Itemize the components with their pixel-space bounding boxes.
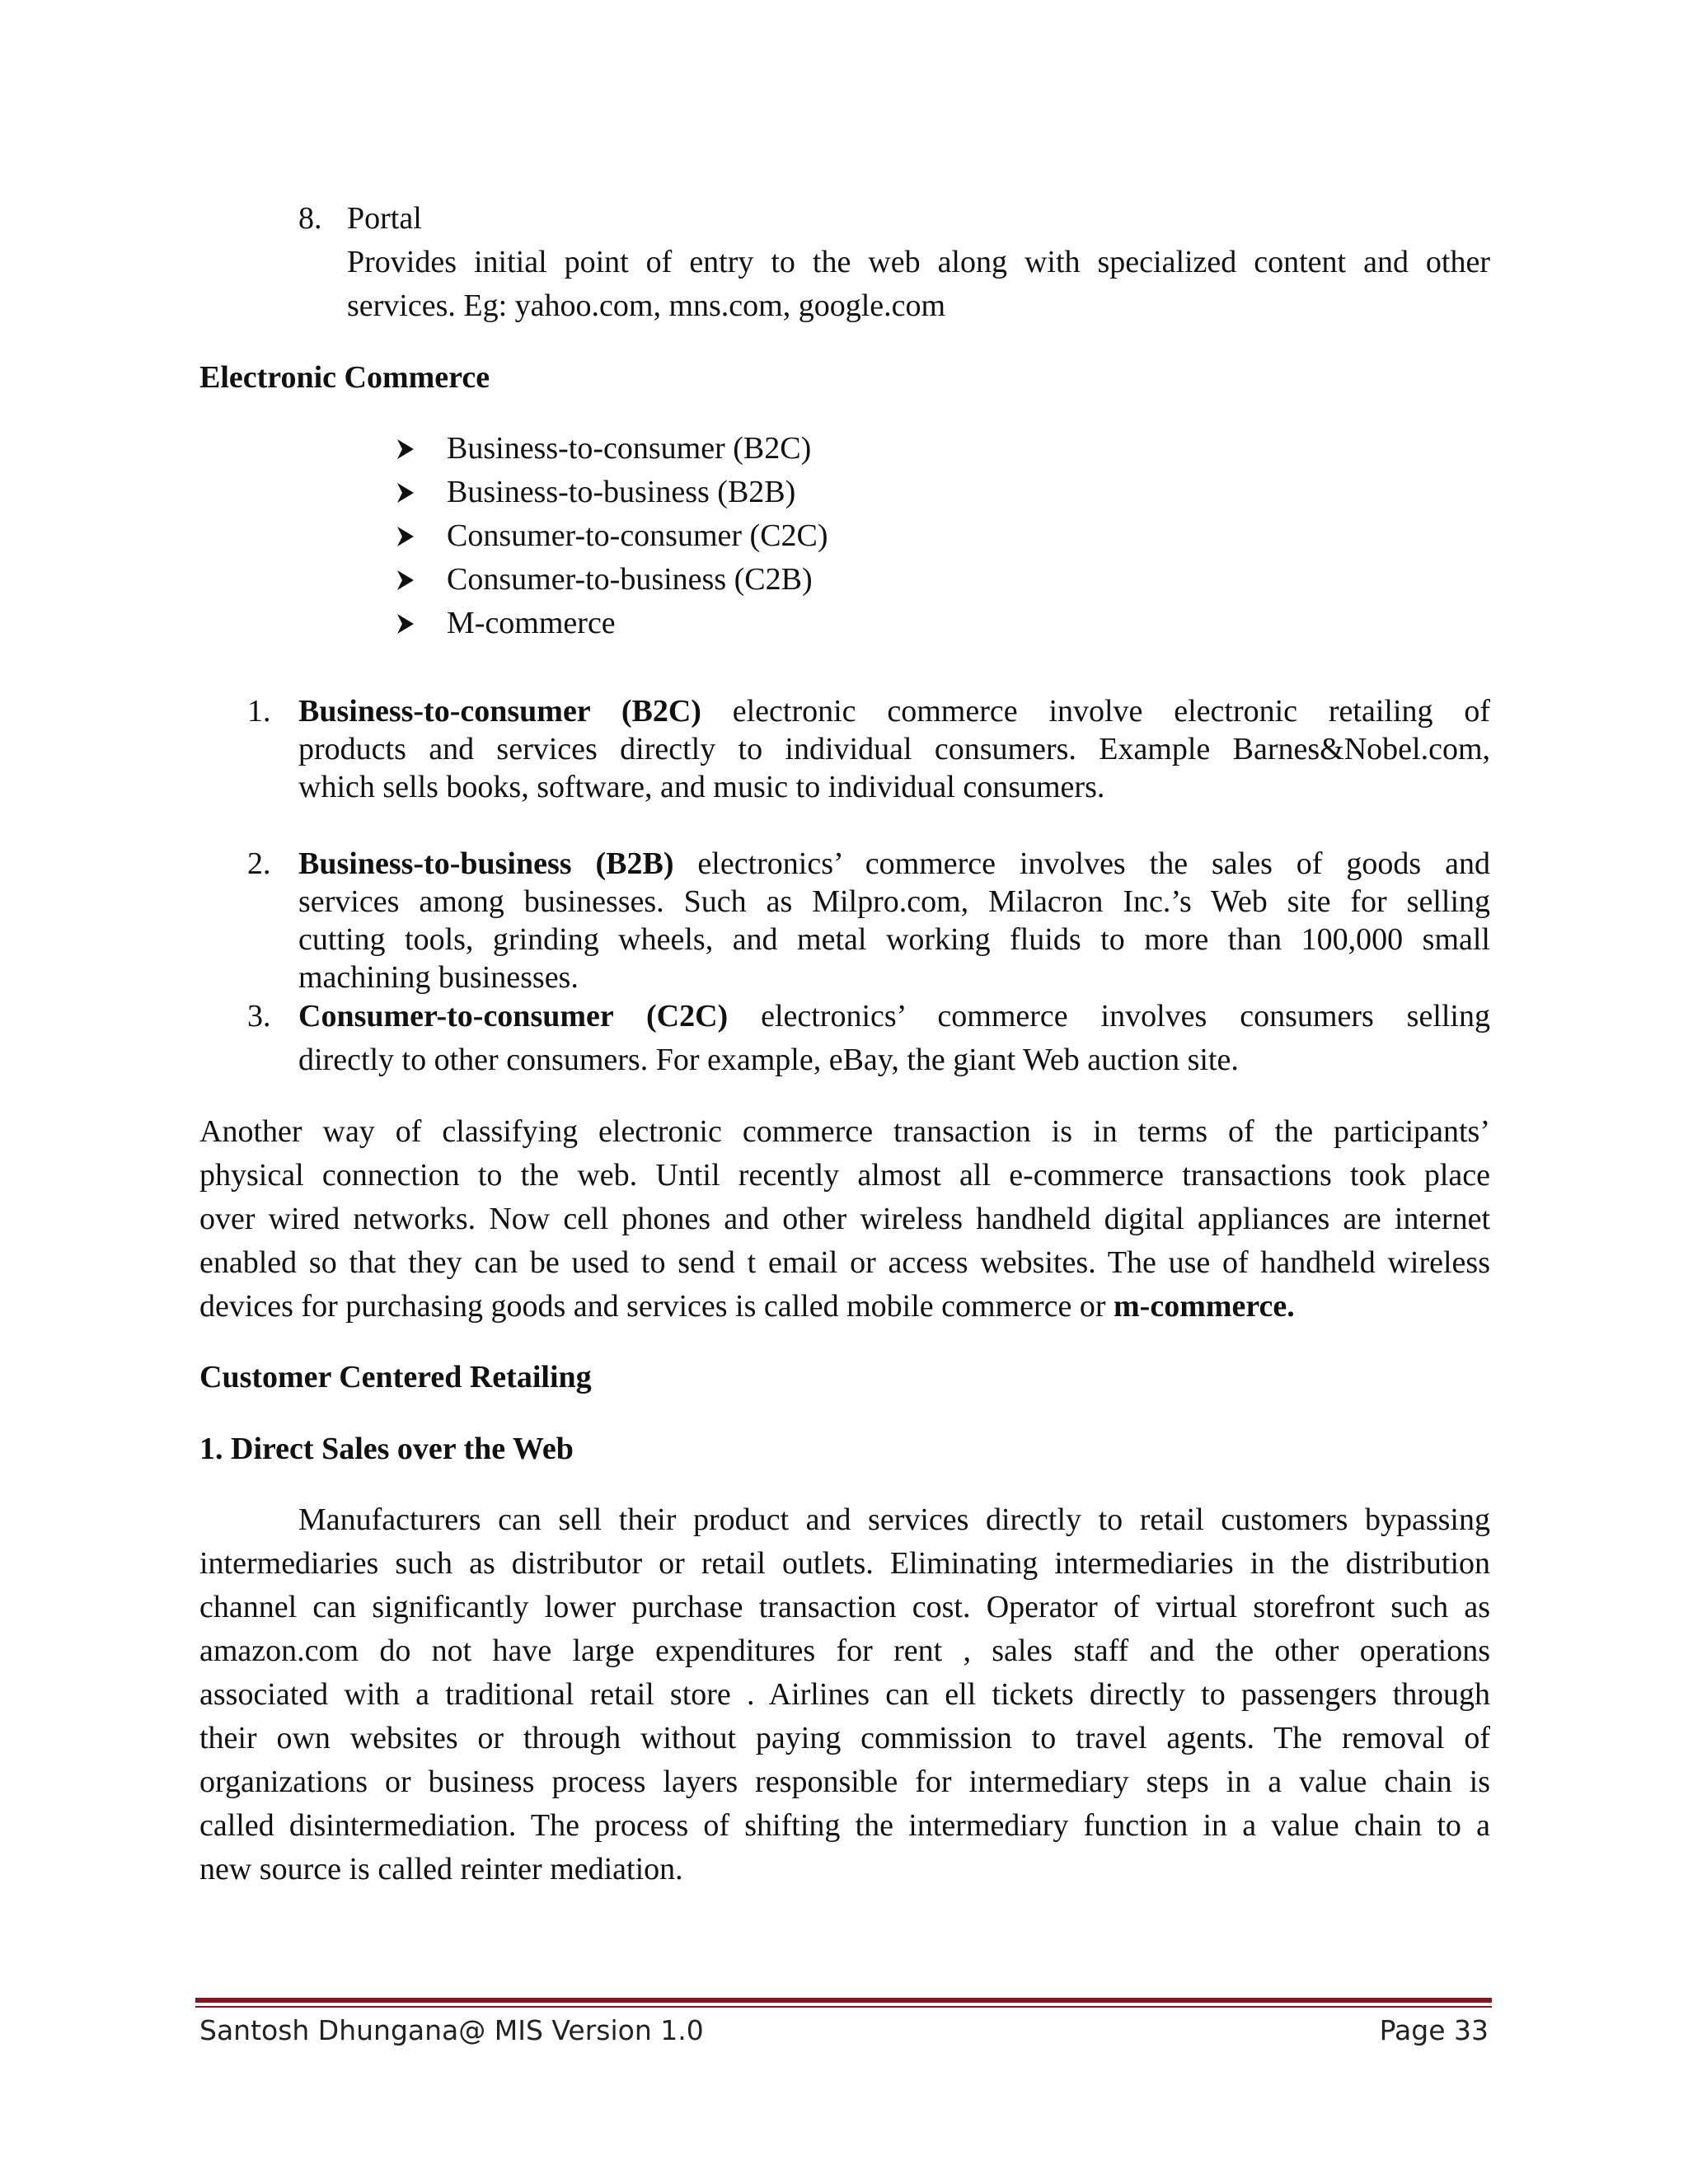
- list-item: [396, 602, 828, 645]
- arrow-bullet-icon: [396, 525, 447, 548]
- m-commerce-term: m-commerce.: [1114, 1289, 1295, 1324]
- para-line1: Another way of classifying electronic commerce transaction is in terms of the participants’: [199, 1114, 1490, 1149]
- retail-line5: associated with a traditional retail store . Airlines can ell tickets directly to passengers through: [199, 1677, 1490, 1712]
- arrow-bullet-icon: [396, 612, 447, 635]
- bullet-label: Consumer-to-business (C2B): [447, 562, 813, 597]
- footer-rule-thin: [195, 2006, 1492, 2008]
- retail-line6: their own websites or through without paying commission to travel agents. The removal of: [199, 1721, 1490, 1755]
- retail-line2: intermediaries such as distributor or retail outlets. Eliminating intermediaries in the distribution: [199, 1546, 1490, 1581]
- portal-title: Portal: [347, 201, 422, 236]
- footer-author: Santosh Dhungana@ MIS Version 1.0: [199, 2014, 704, 2046]
- b2c-line1-text: electronic commerce involve electronic retailing of: [701, 694, 1490, 729]
- portal-desc-line2: services. Eg: yahoo.com, mns.com, google.com: [347, 288, 946, 323]
- bullet-label: Business-to-business (B2B): [447, 475, 796, 509]
- bullet-label: Business-to-consumer (B2C): [447, 431, 812, 466]
- retailing-subheading: 1. Direct Sales over the Web: [199, 1432, 574, 1466]
- retailing-heading: Customer Centered Retailing: [199, 1360, 592, 1394]
- footer-rule: [195, 1998, 1492, 2003]
- para-line5-text: devices for purchasing goods and services is called mobile commerce or: [199, 1289, 1114, 1324]
- retail-line3: channel can significantly lower purchase transaction cost. Operator of virtual storefront such as: [199, 1590, 1490, 1624]
- b2b-line4: machining businesses.: [298, 960, 579, 995]
- c2c-line2: directly to other consumers. For example, eBay, the giant Web auction site.: [298, 1043, 1239, 1077]
- para-line2: physical connection to the web. Until recently almost all e-commerce transactions took place: [199, 1158, 1490, 1193]
- item-number: 1.: [247, 694, 271, 729]
- b2c-line3: which sells books, software, and music to individual consumers.: [298, 770, 1105, 804]
- b2b-line2: services among businesses. Such as Milpro.com, Milacron Inc.’s Web site for selling: [298, 884, 1490, 919]
- list-item: [396, 558, 828, 602]
- b2b-line3: cutting tools, grinding wheels, and metal working fluids to more than 100,000 small: [298, 922, 1490, 957]
- b2b-term: Business-to-business (B2B): [298, 846, 674, 881]
- ecommerce-heading: Electronic Commerce: [199, 360, 490, 395]
- c2c-line1: [298, 995, 1490, 1038]
- arrow-bullet-icon: [396, 569, 447, 592]
- item-number: 3.: [247, 999, 271, 1033]
- b2b-line1: [298, 845, 1490, 883]
- portal-desc-line1: Provides initial point of entry to the web along with specialized content and other: [347, 245, 1490, 279]
- list-item: [396, 471, 828, 514]
- para-line4: enabled so that they can be used to send t email or access websites. The use of handheld wireless: [199, 1245, 1490, 1280]
- retail-line8: called disintermediation. The process of shifting the intermediary function in a value chain to a: [199, 1808, 1490, 1843]
- page-number: Page 33: [1379, 2014, 1489, 2046]
- ecommerce-bullet-list: [396, 427, 828, 645]
- list-item: [396, 514, 828, 558]
- bullet-label: Consumer-to-consumer (C2C): [447, 518, 828, 553]
- item-number: 2.: [247, 846, 271, 881]
- retail-line7: organizations or business process layers responsible for intermediary steps in a value chain is: [199, 1765, 1490, 1799]
- portal-number: 8.: [298, 201, 322, 236]
- b2c-term: Business-to-consumer (B2C): [298, 694, 701, 729]
- arrow-bullet-icon: [396, 438, 447, 461]
- b2b-line1-text: electronics’ commerce involves the sales of goods and: [673, 846, 1490, 881]
- list-item: [396, 427, 828, 471]
- para-line3: over wired networks. Now cell phones and other wireless handheld digital appliances are internet: [199, 1202, 1490, 1236]
- c2c-line1-text: electronics’ commerce involves consumers selling: [728, 999, 1490, 1033]
- bullet-label: M-commerce: [447, 606, 616, 640]
- b2c-line2: products and services directly to individual consumers. Example Barnes&Nobel.com,: [298, 732, 1490, 766]
- retail-line1: Manufacturers can sell their product and services directly to retail customers bypassing: [298, 1502, 1490, 1537]
- b2c-line1: [298, 692, 1490, 730]
- c2c-term: Consumer-to-consumer (C2C): [298, 999, 729, 1033]
- retail-line4: amazon.com do not have large expenditures for rent , sales staff and the other operations: [199, 1633, 1490, 1668]
- retail-line9: new source is called reinter mediation.: [199, 1852, 683, 1886]
- arrow-bullet-icon: [396, 481, 447, 504]
- para-line5: [199, 1285, 1295, 1329]
